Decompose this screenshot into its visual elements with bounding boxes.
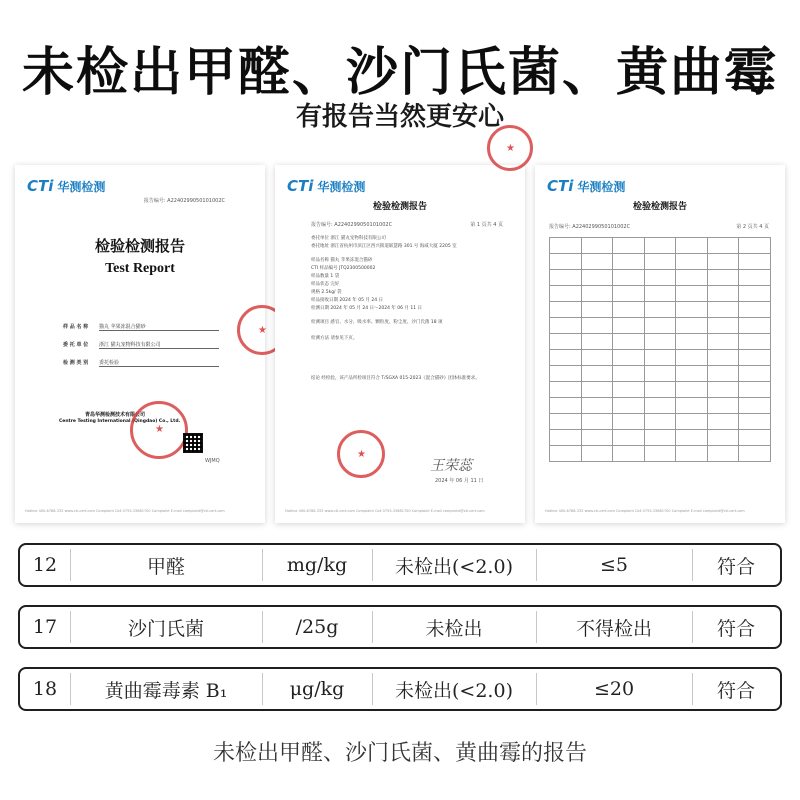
official-seal: ★: [130, 401, 188, 459]
table-cell: [676, 350, 708, 366]
table-cell: [550, 350, 582, 366]
table-cell: [581, 366, 613, 382]
table-cell: [550, 238, 582, 254]
table-cell: [739, 350, 771, 366]
table-cell: [613, 350, 645, 366]
table-cell: [739, 254, 771, 270]
table-cell: [739, 398, 771, 414]
sample-name-field: 样 品 名 称 猫丸 苹果冻混合猫砂: [63, 323, 219, 331]
table-cell: [613, 398, 645, 414]
report-summary-page: [275, 165, 525, 523]
table-cell: [707, 238, 739, 254]
table-cell: [613, 334, 645, 350]
standard-limit: ≤20: [536, 669, 692, 709]
page-title: 检验检测报告: [372, 202, 427, 212]
info-line: 检测方法 请参见下页。: [311, 336, 358, 341]
table-cell: [613, 270, 645, 286]
table-cell: [550, 286, 582, 302]
info-line: CTI 样品编号 JTQ2300500002: [311, 266, 376, 271]
test-result: 未检出(<2.0): [372, 669, 536, 709]
row-number: 17: [32, 616, 58, 638]
report-results-page: [535, 165, 785, 523]
table-cell: [581, 414, 613, 430]
table-cell: [707, 254, 739, 270]
unit: μg/kg: [262, 669, 372, 709]
info-line: 委托单位 浙江 猫丸宠物科技有限公司: [311, 236, 386, 241]
table-cell: [581, 398, 613, 414]
table-cell: [676, 318, 708, 334]
table-cell: [613, 302, 645, 318]
table-cell: [644, 398, 676, 414]
result-row-formaldehyde: [18, 543, 782, 587]
row-number: 12: [32, 554, 58, 576]
table-cell: [676, 446, 708, 462]
report-date: 2024 年 06 月 11 日: [435, 478, 484, 484]
table-cell: [707, 350, 739, 366]
table-cell: [581, 254, 613, 270]
report-footer: Hotline 400-6788-333 www.cti-cert.com Complaint Call 0755-33681700 Complaint E-mail complaint@cti-cert.com: [25, 509, 225, 513]
info-line: 委托地址 浙江省杭州市滨江区西兴街道联慧路 301 号 海威大厦 2205 室: [311, 244, 457, 249]
table-cell: [739, 318, 771, 334]
report-number: 报告编号: A2240299050101002C: [549, 224, 631, 230]
table-cell: [581, 446, 613, 462]
info-line: 样品数量 1 袋: [311, 274, 340, 279]
standard-limit: 不得检出: [536, 607, 692, 647]
verdict: 符合: [692, 669, 780, 709]
report-number: 报告编号: A2240299050101002C: [311, 222, 393, 228]
table-cell: [676, 382, 708, 398]
table-cell: [676, 238, 708, 254]
table-cell: [676, 366, 708, 382]
table-cell: [581, 334, 613, 350]
table-cell: [550, 318, 582, 334]
table-cell: [613, 414, 645, 430]
table-cell: [739, 414, 771, 430]
table-row: [550, 334, 771, 350]
table-cell: [739, 366, 771, 382]
report-footer: Hotline 400-6788-333 www.cti-cert.com Complaint Call 0755-33681700 Complaint E-mail complaint@cti-cert.com: [285, 509, 485, 513]
verdict: 符合: [692, 607, 780, 647]
table-row: [550, 414, 771, 430]
report-cover-page: [15, 165, 265, 523]
table-cell: [739, 446, 771, 462]
unit: mg/kg: [262, 545, 372, 585]
result-row-salmonella: [18, 605, 782, 649]
table-row: [550, 254, 771, 270]
table-cell: [613, 286, 645, 302]
info-line: 规格 2.5kg/ 袋: [311, 290, 342, 295]
lab-name-zh: 青岛华测检测技术有限公司: [85, 412, 146, 418]
table-cell: [707, 398, 739, 414]
table-cell: [707, 270, 739, 286]
table-cell: [707, 318, 739, 334]
report-title-zh: 检验检测报告: [94, 237, 185, 255]
official-seal: ★: [487, 125, 533, 171]
table-cell: [581, 318, 613, 334]
info-line: 检测项目 感官、水分、吸水率、颗粒度、粉尘度、沙门氏菌 18 项: [311, 320, 443, 325]
client-field: 委 托 单 位 浙江 猫丸宠物科技有限公司: [63, 341, 219, 349]
page-number: 第 2 页共 4 页: [736, 224, 769, 230]
unit: /25g: [262, 607, 372, 647]
table-cell: [707, 382, 739, 398]
table-cell: [676, 302, 708, 318]
table-cell: [707, 334, 739, 350]
page-number: 第 1 页共 4 页: [470, 222, 503, 228]
info-line: 检测日期 2024 年 05 月 24 日～2024 年 06 月 11 日: [311, 306, 423, 311]
table-row: [550, 430, 771, 446]
table-cell: [739, 430, 771, 446]
caption: 未检出甲醛、沙门氏菌、黄曲霉的报告: [212, 741, 587, 766]
report-number: 报告编号: A2240299050101002C: [143, 198, 225, 204]
table-cell: [550, 414, 582, 430]
table-cell: [676, 286, 708, 302]
table-row: [550, 382, 771, 398]
headline: 未检出甲醛、沙门氏菌、黄曲霉: [21, 43, 778, 103]
table-row: [550, 286, 771, 302]
table-cell: [676, 334, 708, 350]
table-cell: [613, 318, 645, 334]
table-cell: [581, 286, 613, 302]
official-seal: ★: [337, 430, 385, 478]
table-cell: [707, 286, 739, 302]
table-cell: [550, 254, 582, 270]
info-line: 样品名称 猫丸 苹果冻混合猫砂: [311, 258, 373, 263]
table-cell: [644, 430, 676, 446]
table-cell: [676, 254, 708, 270]
test-item: 黄曲霉毒素 B₁: [70, 669, 262, 709]
cti-logo: CTi 华测检测: [287, 177, 366, 195]
table-cell: [739, 286, 771, 302]
qr-code-label: WJMQ: [205, 458, 220, 464]
table-cell: [613, 238, 645, 254]
table-cell: [644, 286, 676, 302]
official-seal: ★: [237, 305, 287, 355]
table-cell: [644, 238, 676, 254]
subheadline: 有报告当然更安心: [295, 102, 504, 132]
info-line: 样品接收日期 2024 年 05 月 24 日: [311, 298, 383, 303]
table-row: [550, 238, 771, 254]
cti-logo: CTi 华测检测: [27, 177, 106, 195]
page-title: 检验检测报告: [632, 202, 687, 212]
table-cell: [739, 334, 771, 350]
table-row: [550, 318, 771, 334]
lab-name-en: Centre Testing International (Qingdao) Co., Ltd.: [59, 419, 181, 424]
table-cell: [613, 254, 645, 270]
table-cell: [707, 302, 739, 318]
table-cell: [581, 238, 613, 254]
table-cell: [739, 238, 771, 254]
table-cell: [581, 430, 613, 446]
cti-logo: CTi 华测检测: [547, 177, 626, 195]
test-item: 沙门氏菌: [70, 607, 262, 647]
table-cell: [707, 446, 739, 462]
table-cell: [581, 382, 613, 398]
table-cell: [613, 366, 645, 382]
table-cell: [613, 446, 645, 462]
table-cell: [676, 414, 708, 430]
result-row-aflatoxin: [18, 667, 782, 711]
table-cell: [676, 270, 708, 286]
table-cell: [644, 270, 676, 286]
table-cell: [613, 430, 645, 446]
table-cell: [676, 430, 708, 446]
results-table: [549, 237, 771, 462]
table-cell: [644, 318, 676, 334]
report-footer: Hotline 400-6788-333 www.cti-cert.com Complaint Call 0755-33681700 Complaint E-mail complaint@cti-cert.com: [545, 509, 745, 513]
table-cell: [581, 350, 613, 366]
table-cell: [739, 270, 771, 286]
table-cell: [644, 382, 676, 398]
table-cell: [550, 382, 582, 398]
table-cell: [644, 254, 676, 270]
verdict: 符合: [692, 545, 780, 585]
table-row: [550, 398, 771, 414]
test-item: 甲醛: [70, 545, 262, 585]
table-cell: [644, 350, 676, 366]
signature: 王荣蕊: [430, 458, 472, 474]
table-cell: [644, 302, 676, 318]
table-row: [550, 446, 771, 462]
table-cell: [739, 382, 771, 398]
table-cell: [613, 382, 645, 398]
table-cell: [581, 302, 613, 318]
table-cell: [550, 334, 582, 350]
table-cell: [644, 446, 676, 462]
table-cell: [707, 430, 739, 446]
table-cell: [739, 302, 771, 318]
table-cell: [644, 414, 676, 430]
table-cell: [644, 334, 676, 350]
test-result: 未检出: [372, 607, 536, 647]
table-cell: [707, 414, 739, 430]
standard-limit: ≤5: [536, 545, 692, 585]
table-cell: [644, 366, 676, 382]
test-type-field: 检 测 类 别 委托检验: [63, 359, 219, 367]
table-row: [550, 270, 771, 286]
table-cell: [581, 270, 613, 286]
row-number: 18: [32, 678, 58, 700]
conclusion-line: 结论 经检验，该产品所检项目符合 T/SGXA 015-2023《混合猫砂》团体标准要求。: [311, 376, 480, 381]
table-cell: [550, 398, 582, 414]
info-line: 样品状态 完好: [311, 282, 340, 287]
table-cell: [550, 366, 582, 382]
qr-code: [183, 433, 203, 453]
table-cell: [707, 366, 739, 382]
table-row: [550, 302, 771, 318]
table-cell: [550, 302, 582, 318]
table-cell: [550, 446, 582, 462]
test-result: 未检出(<2.0): [372, 545, 536, 585]
table-cell: [676, 398, 708, 414]
table-row: [550, 350, 771, 366]
table-cell: [550, 430, 582, 446]
report-title-en: Test Report: [105, 261, 175, 276]
table-row: [550, 366, 771, 382]
table-cell: [550, 270, 582, 286]
